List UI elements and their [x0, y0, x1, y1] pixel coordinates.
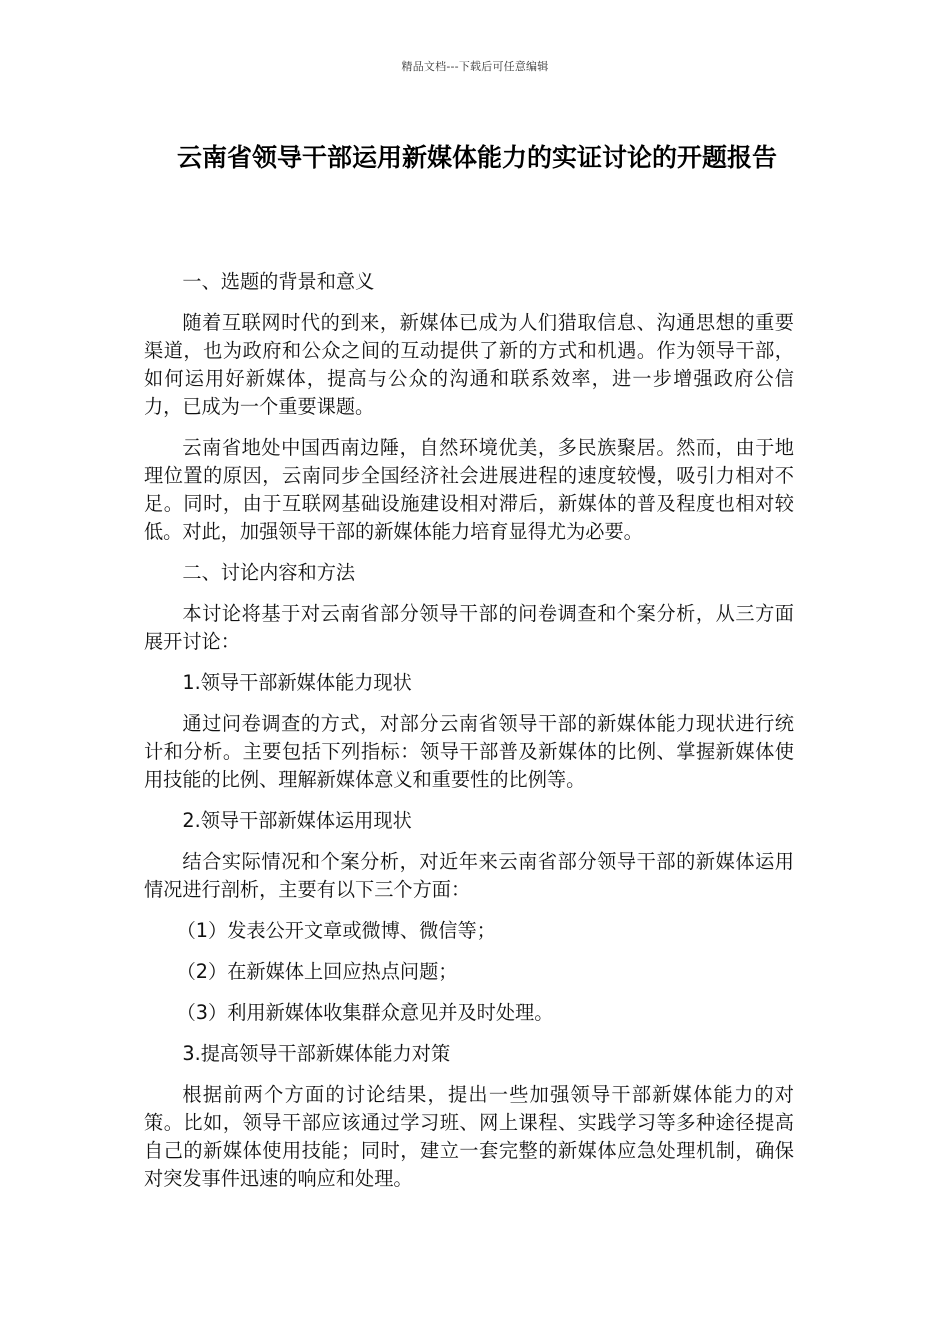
section-heading-content-method: 二、讨论内容和方法	[182, 561, 356, 584]
document-body	[144, 268, 794, 1206]
list-item: （2）在新媒体上回应热点问题；	[176, 960, 458, 983]
subsection-heading-ability-status: 1.领导干部新媒体能力现状	[182, 671, 412, 694]
subsection-heading-countermeasures: 3.提高领导干部新媒体能力对策	[182, 1042, 451, 1065]
paragraph: 结合实际情况和个案分析，对近年来云南省部分领导干部的新媒体运用情况进行剖析，主要有以下三个方面：	[144, 850, 794, 901]
list-item: （3）利用新媒体收集群众意见并及时处理。	[176, 1001, 554, 1024]
paragraph: 云南省地处中国西南边陲，自然环境优美，多民族聚居。然而，由于地理位置的原因，云南同步全国经济社会进展进程的速度较慢，吸引力相对不足。同时，由于互联网基础设施建设相对滞后，新媒体的普及程度也相对较低。对此，加强领导干部的新媒体能力培育显得尤为必要。	[144, 436, 794, 543]
paragraph: 根据前两个方面的讨论结果，提出一些加强领导干部新媒体能力的对策。比如，领导干部应该通过学习班、网上课程、实践学习等多种途径提高自己的新媒体使用技能；同时，建立一套完整的新媒体应急处理机制，确保对突发事件迅速的响应和处理。	[144, 1083, 794, 1190]
paragraph: 本讨论将基于对云南省部分领导干部的问卷调查和个案分析，从三方面展开讨论：	[144, 602, 794, 653]
paragraph: 随着互联网时代的到来，新媒体已成为人们猎取信息、沟通思想的重要渠道，也为政府和公众之间的互动提供了新的方式和机遇。作为领导干部，如何运用好新媒体，提高与公众的沟通和联系效率，进一步增强政府公信力，已成为一个重要课题。	[144, 311, 794, 418]
subsection-heading-usage-status: 2.领导干部新媒体运用现状	[182, 809, 412, 832]
list-item: （1）发表公开文章或微博、微信等；	[176, 919, 496, 942]
document-title: 云南省领导干部运用新媒体能力的实证讨论的开题报告	[176, 143, 777, 172]
paragraph: 通过问卷调查的方式，对部分云南省领导干部的新媒体能力现状进行统计和分析。主要包括下列指标：领导干部普及新媒体的比例、掌握新媒体使用技能的比例、理解新媒体意义和重要性的比例等。	[144, 712, 794, 791]
section-heading-background: 一、选题的背景和意义	[182, 270, 375, 293]
page-header: 精品文档---下载后可任意编辑	[401, 60, 549, 73]
